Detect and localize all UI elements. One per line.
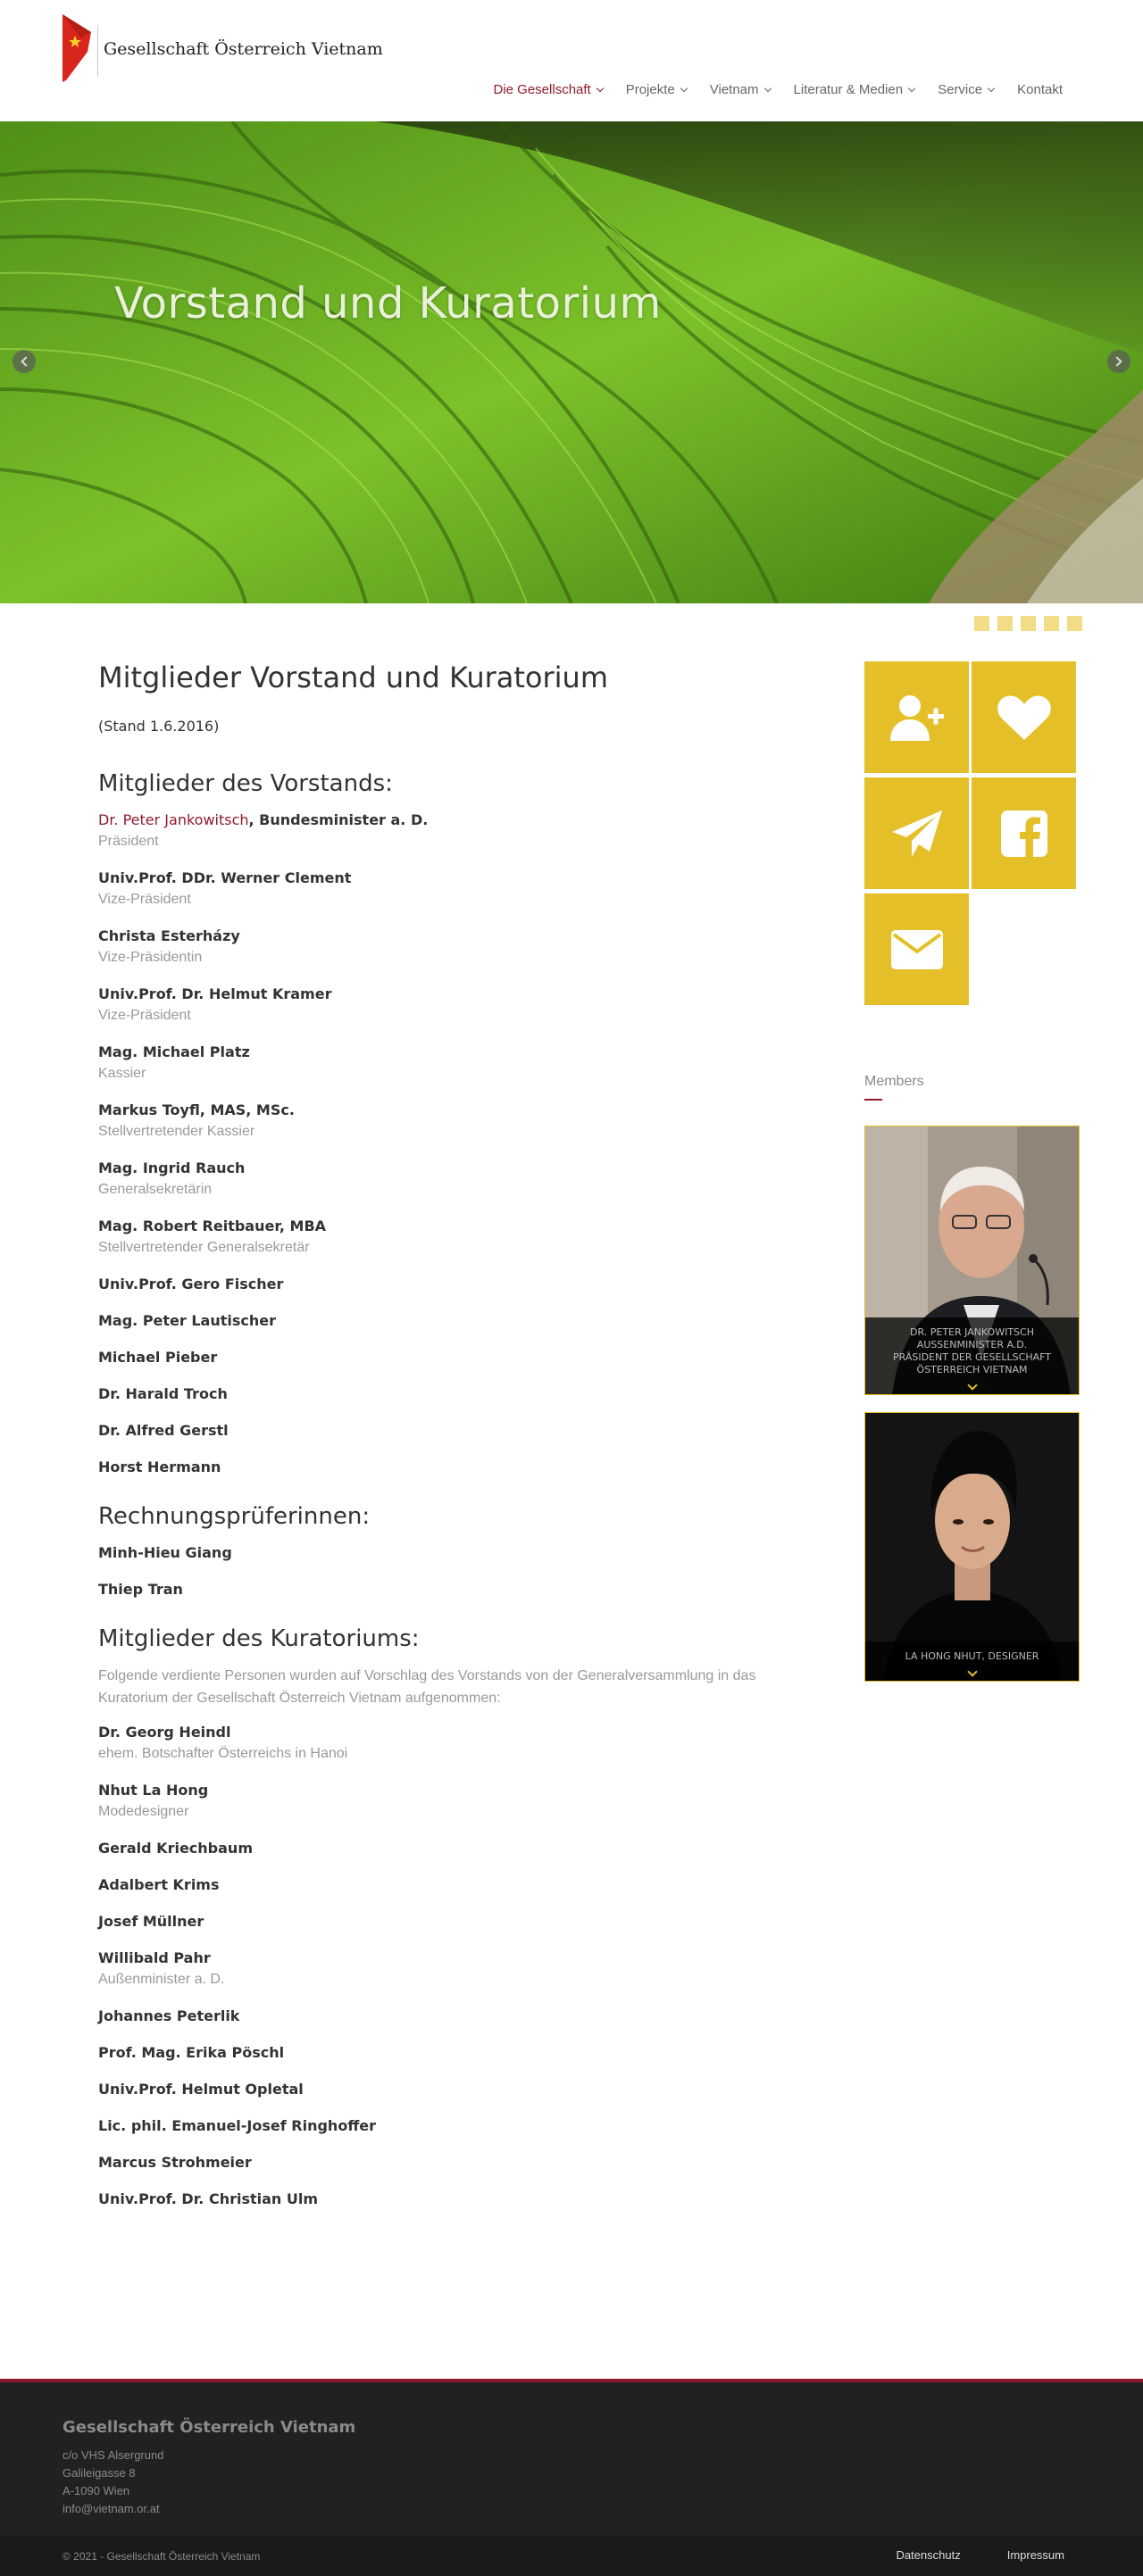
member-name: Nhut La Hong xyxy=(98,1782,209,1799)
slider-dot[interactable] xyxy=(1021,616,1036,631)
heart-icon xyxy=(997,694,1052,742)
member-name: Michael Pieber xyxy=(98,1349,218,1366)
member-name: Dr. Georg Heindl xyxy=(98,1724,231,1741)
chevron-down-icon xyxy=(596,84,603,91)
slider-dot[interactable] xyxy=(997,616,1013,631)
member-name: Univ.Prof. Dr. Helmut Kramer xyxy=(98,985,332,1002)
rice-terrace-image xyxy=(0,121,1143,603)
member-entry xyxy=(98,2079,777,2100)
member-name: Prof. Mag. Erika Pöschl xyxy=(98,2044,285,2061)
member-role: ehem. Botschafter Österreichs in Hanoi xyxy=(98,1746,348,1761)
chevron-down-icon xyxy=(763,84,771,91)
member-entry xyxy=(98,984,777,1026)
envelope-icon xyxy=(891,930,943,969)
nav-literatur-medien[interactable] xyxy=(794,82,915,97)
member-name: Dr. Alfred Gerstl xyxy=(98,1422,229,1439)
copyright: © 2021 - Gesellschaft Österreich Vietnam xyxy=(63,2550,261,2563)
member-entry xyxy=(98,1579,777,1600)
chevron-down-icon xyxy=(680,84,688,91)
member-name xyxy=(98,810,777,831)
member-entry xyxy=(98,2115,777,2137)
member-role: Stellvertretender Generalsekretär xyxy=(98,1240,310,1255)
impressum-link[interactable]: Impressum xyxy=(1006,2548,1064,2562)
chevron-down-icon xyxy=(908,84,915,91)
hero-slider xyxy=(0,121,1143,603)
member-entry xyxy=(98,1838,777,1859)
address-line: Galileigasse 8 xyxy=(63,2466,136,2480)
member-entry xyxy=(98,1216,777,1259)
footer-address xyxy=(63,2447,163,2518)
member-name: Gerald Kriechbaum xyxy=(98,1840,253,1857)
member-entry xyxy=(98,2006,777,2027)
member-profile-link[interactable]: Dr. Peter Jankowitsch xyxy=(98,811,249,828)
member-name: Univ.Prof. Dr. Christian Ulm xyxy=(98,2190,319,2207)
pruefer-heading: Rechnungsprüferinnen: xyxy=(98,1503,371,1530)
stand-date: (Stand 1.6.2016) xyxy=(98,718,220,735)
member-role: Generalsekretärin xyxy=(98,1182,213,1197)
chevron-right-icon xyxy=(1112,356,1122,366)
slider-next-button[interactable] xyxy=(1107,350,1130,373)
tile-newsletter[interactable] xyxy=(864,777,969,889)
vorstand-list xyxy=(98,810,777,1478)
facebook-icon xyxy=(1001,810,1047,857)
footer-email-link[interactable]: info@vietnam.or.at xyxy=(63,2502,160,2515)
member-entry xyxy=(98,1158,777,1201)
member-name: Mag. Peter Lautischer xyxy=(98,1312,277,1329)
nav-label: Kontakt xyxy=(1017,82,1063,97)
page-title: Mitglieder Vorstand und Kuratorium xyxy=(98,661,608,694)
member-entry xyxy=(98,1722,777,1765)
site-footer xyxy=(0,2379,1143,2572)
member-role: Vize-Präsident xyxy=(98,892,191,907)
nav-die-gesellschaft[interactable] xyxy=(494,82,603,97)
member-entry xyxy=(98,926,777,968)
member-name: Christa Esterházy xyxy=(98,927,240,944)
member-card-jankowitsch[interactable] xyxy=(864,1126,1080,1395)
member-name: Mag. Robert Reitbauer, MBA xyxy=(98,1217,327,1234)
member-name: Josef Müllner xyxy=(98,1913,204,1930)
member-name: Johannes Peterlik xyxy=(98,2007,240,2024)
slider-pagination xyxy=(974,616,1082,631)
kuratorium-intro: Folgende verdiente Personen wurden auf Vorschlag des Vorstands von der Generalversammlung in das Kuratorium der Gesellschaft Österreich Vietnam aufgenommen: xyxy=(98,1668,756,1706)
chevron-down-icon xyxy=(988,84,995,91)
nav-kontakt[interactable] xyxy=(1017,82,1063,97)
member-entry xyxy=(98,1911,777,1932)
nav-label: Service xyxy=(938,82,983,97)
tile-email[interactable] xyxy=(864,893,969,1005)
nav-vietnam[interactable] xyxy=(710,82,771,97)
member-role: Stellvertretender Kassier xyxy=(98,1124,255,1139)
member-name: Horst Hermann xyxy=(98,1458,221,1475)
paper-plane-icon xyxy=(890,809,944,859)
logo-divider xyxy=(97,25,98,77)
member-entry xyxy=(98,1874,777,1896)
member-entry xyxy=(98,1457,777,1478)
main-navigation xyxy=(494,82,1064,97)
nav-service[interactable] xyxy=(938,82,994,97)
member-name: Mag. Ingrid Rauch xyxy=(98,1159,246,1176)
member-name: Thiep Tran xyxy=(98,1581,183,1598)
slider-dot[interactable] xyxy=(1044,616,1059,631)
slider-dot[interactable] xyxy=(974,616,989,631)
member-role: Außenminister a. D. xyxy=(98,1972,225,1987)
member-caption-text: LA HONG NHUT, DESIGNER xyxy=(905,1650,1039,1662)
kuratorium-heading: Mitglieder des Kuratoriums: xyxy=(98,1625,420,1652)
members-underline xyxy=(864,1099,882,1101)
member-name: Dr. Harald Troch xyxy=(98,1385,228,1402)
member-entry xyxy=(98,2189,777,2210)
chevron-down-icon xyxy=(967,1380,977,1390)
member-card-la-hong-nhut[interactable] xyxy=(864,1412,1080,1682)
member-entry xyxy=(98,810,777,852)
member-role: Präsident xyxy=(98,834,159,849)
member-caption-text: DR. PETER JANKOWITSCH AUSSENMINISTER A.D. PRÄSIDENT DER GESELLSCHAFT ÖSTERREICH VIETNAM xyxy=(893,1326,1051,1375)
member-role: Vize-Präsident xyxy=(98,1008,191,1023)
flag-logo-icon xyxy=(61,12,96,84)
member-entry xyxy=(98,1384,777,1405)
hero-title: Vorstand und Kuratorium xyxy=(114,278,662,328)
chevron-down-icon xyxy=(967,1666,977,1676)
tile-become-member[interactable] xyxy=(864,661,969,773)
member-name: Marcus Strohmeier xyxy=(98,2154,252,2171)
member-role: Modedesigner xyxy=(98,1804,189,1819)
member-name: Mag. Michael Platz xyxy=(98,1043,250,1060)
footer-bottom-bar xyxy=(0,2536,1143,2576)
member-name: Minh-Hieu Giang xyxy=(98,1544,232,1561)
address-line: A-1090 Wien xyxy=(63,2484,130,2497)
member-entry xyxy=(98,1542,777,1564)
main-content xyxy=(98,661,777,2225)
member-name: Lic. phil. Emanuel-Josef Ringhoffer xyxy=(98,2117,377,2134)
vorstand-heading: Mitglieder des Vorstands: xyxy=(98,770,393,797)
member-entry xyxy=(98,1274,777,1295)
slider-prev-button[interactable] xyxy=(13,350,36,373)
member-entry xyxy=(98,2152,777,2173)
chevron-left-icon xyxy=(21,356,30,366)
member-title: , Bundesminister a. D. xyxy=(248,811,429,828)
pruefer-list xyxy=(98,1542,777,1600)
add-user-icon xyxy=(889,693,946,743)
member-entry xyxy=(98,1420,777,1442)
members-heading: Members xyxy=(864,1074,924,1089)
member-name: Univ.Prof. Helmut Opletal xyxy=(98,2081,304,2098)
member-entry xyxy=(98,1042,777,1084)
site-header xyxy=(0,0,1143,121)
member-role: Kassier xyxy=(98,1066,146,1081)
member-entry xyxy=(98,1347,777,1368)
member-name: Univ.Prof. DDr. Werner Clement xyxy=(98,869,352,886)
nav-label: Projekte xyxy=(625,82,675,97)
footer-links xyxy=(896,2548,1064,2562)
tile-donate[interactable] xyxy=(972,661,1076,773)
member-entry xyxy=(98,1780,777,1823)
member-name: Adalbert Krims xyxy=(98,1876,220,1893)
member-entry xyxy=(98,1310,777,1332)
member-entry xyxy=(98,1100,777,1143)
nav-label: Literatur & Medien xyxy=(793,82,904,97)
nav-label: Vietnam xyxy=(709,82,759,97)
member-role: Vize-Präsidentin xyxy=(98,950,203,965)
nav-label: Die Gesellschaft xyxy=(493,82,591,97)
address-line: c/o VHS Alsergrund xyxy=(63,2448,164,2462)
site-name: Gesellschaft Österreich Vietnam xyxy=(104,39,383,59)
nav-projekte[interactable] xyxy=(626,82,687,97)
member-entry xyxy=(98,1948,777,1990)
member-caption xyxy=(865,1317,1079,1394)
tile-facebook[interactable] xyxy=(972,777,1076,889)
member-name: Willibald Pahr xyxy=(98,1949,211,1966)
member-caption xyxy=(865,1641,1079,1681)
member-entry xyxy=(98,868,777,910)
footer-title: Gesellschaft Österreich Vietnam xyxy=(63,2418,356,2437)
member-entry xyxy=(98,2042,777,2064)
member-name: Markus Toyfl, MAS, MSc. xyxy=(98,1101,295,1118)
datenschutz-link[interactable]: Datenschutz xyxy=(896,2548,961,2562)
kuratorium-list xyxy=(98,1722,777,2210)
slider-dot[interactable] xyxy=(1067,616,1082,631)
member-name: Univ.Prof. Gero Fischer xyxy=(98,1276,284,1292)
site-logo[interactable] xyxy=(61,12,383,84)
